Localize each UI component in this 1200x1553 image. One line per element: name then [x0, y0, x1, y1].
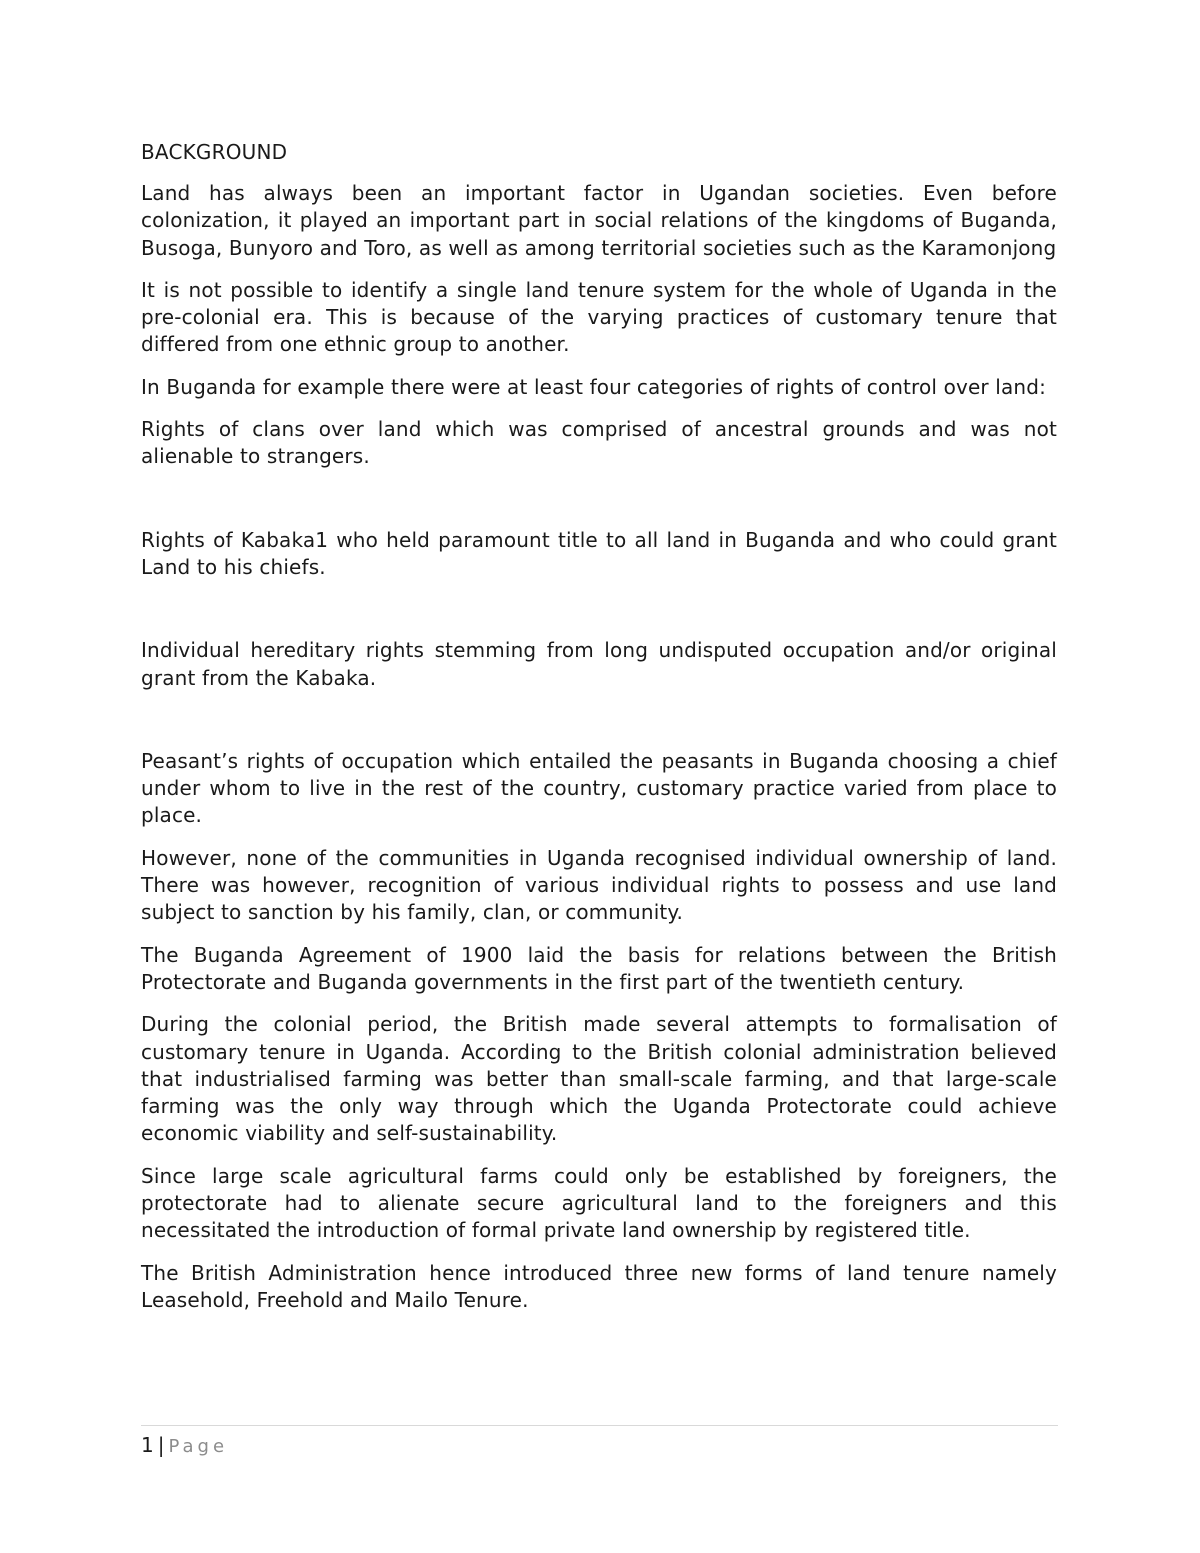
paragraph-9: The Buganda Agreement of 1900 laid the basis for relations between the British Protectorate and Buganda governments in the first part of the twentieth century.: [141, 942, 1057, 994]
footer-separator: |: [157, 1433, 165, 1457]
paragraph-11: Since large scale agricultural farms could only be established by foreigners, the protectorate had to alienate secure agricultural land to the foreigners and this necessitated the introduction of formal private land ownership by registered title.: [141, 1163, 1057, 1243]
page-label: Page: [168, 1436, 229, 1457]
section-heading: BACKGROUND: [141, 140, 288, 164]
document-body: [141, 139, 1057, 1329]
footer-divider: [141, 1425, 1058, 1426]
paragraph-5: Rights of Kabaka1 who held paramount title to all land in Buganda and who could grant Land to his chiefs.: [141, 527, 1057, 579]
paragraph-3: In Buganda for example there were at least four categories of rights of control over land:: [141, 374, 1046, 399]
page-footer: [141, 1432, 228, 1460]
page-number: 1: [141, 1433, 154, 1457]
paragraph-12: The British Administration hence introduced three new forms of land tenure namely Leasehold, Freehold and Mailo Tenure.: [141, 1260, 1057, 1312]
paragraph-1: Land has always been an important factor in Ugandan societies. Even before colonization, it played an important part in social relations of the kingdoms of Buganda, Busoga, Bunyoro and Toro, as well as among territorial societies such as the Karamonjong: [141, 181, 1057, 260]
paragraph-4: Rights of clans over land which was comprised of ancestral grounds and was not alienable to strangers.: [141, 417, 1057, 469]
paragraph-8: However, none of the communities in Uganda recognised individual ownership of land. There was however, recognition of various individual rights to possess and use land subject to sanction by his family, clan, or community.: [141, 845, 1057, 925]
paragraph-6: Individual hereditary rights stemming from long undisputed occupation and/or original grant from the Kabaka.: [141, 638, 1057, 690]
paragraph-7: Peasant’s rights of occupation which entailed the peasants in Buganda choosing a chief under whom to live in the rest of the country, customary practice varied from place to place.: [141, 748, 1057, 828]
paragraph-10: During the colonial period, the British made several attempts to formalisation of customary tenure in Uganda. According to the British colonial administration believed that industrialised farming was better than small-scale farming, and that large-scale farming was the only way through which the Uganda Protectorate could achieve economic viability and self-sustainability.: [141, 1012, 1057, 1146]
paragraph-2: It is not possible to identify a single land tenure system for the whole of Uganda in the pre-colonial era. This is because of the varying practices of customary tenure that differed from one ethnic group to another.: [141, 277, 1057, 357]
